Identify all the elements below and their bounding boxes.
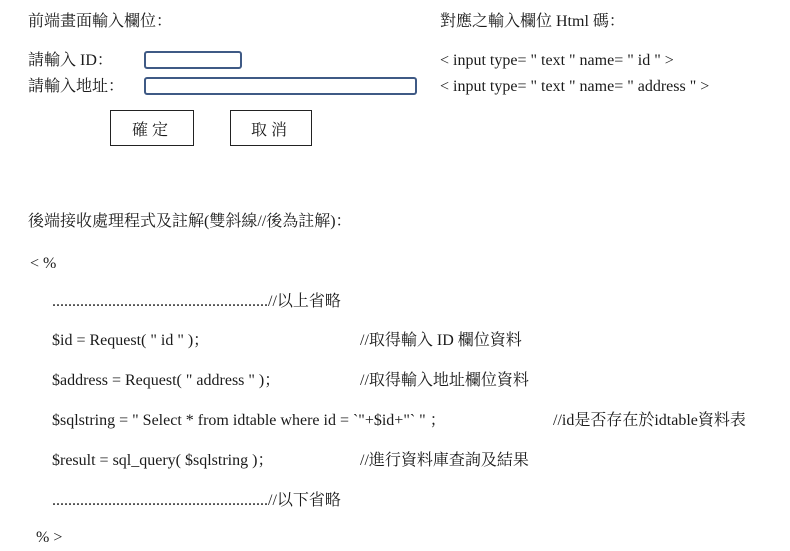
comment-line-id: //取得輸入 ID 欄位資料 [360, 332, 522, 349]
comment-line-address: //取得輸入地址欄位資料 [360, 372, 529, 389]
above-omitted: ......................................................//以上省略 [52, 293, 341, 310]
html-address-line: < input type= " text " name= " address " > [440, 78, 710, 95]
close-tag: % > [36, 529, 63, 546]
html-id-line: < input type= " text " name= " id " > [440, 52, 674, 69]
html-code-heading: 對應之輸入欄位 Html 碼： [440, 13, 625, 30]
backend-heading: 後端接收處理程式及註解(雙斜線//後為註解)： [28, 213, 352, 230]
open-tag: < % [30, 255, 57, 272]
address-input[interactable] [144, 77, 417, 95]
confirm-button[interactable]: 確定 [110, 110, 194, 146]
comment-line-result: //進行資料庫查詢及結果 [360, 452, 529, 469]
address-label: 請輸入地址： [28, 78, 125, 95]
code-line-address: $address = Request( " address " )； [52, 372, 281, 389]
comment-line-sqlstring: //id是否存在於idtable資料表 [553, 412, 746, 429]
cancel-button[interactable]: 取消 [230, 110, 312, 146]
id-input[interactable] [144, 51, 242, 69]
id-label: 請輸入 ID： [28, 52, 113, 69]
below-omitted: ......................................................//以下省略 [52, 492, 341, 509]
code-line-id: $id = Request( " id " )； [52, 332, 210, 349]
code-line-sqlstring: $sqlstring = " Select * from idtable where id = `"+$id+"` " ； [52, 412, 446, 429]
code-line-result: $result = sql_query( $sqlstring )； [52, 452, 274, 469]
frontend-heading: 前端畫面輸入欄位： [28, 13, 173, 30]
